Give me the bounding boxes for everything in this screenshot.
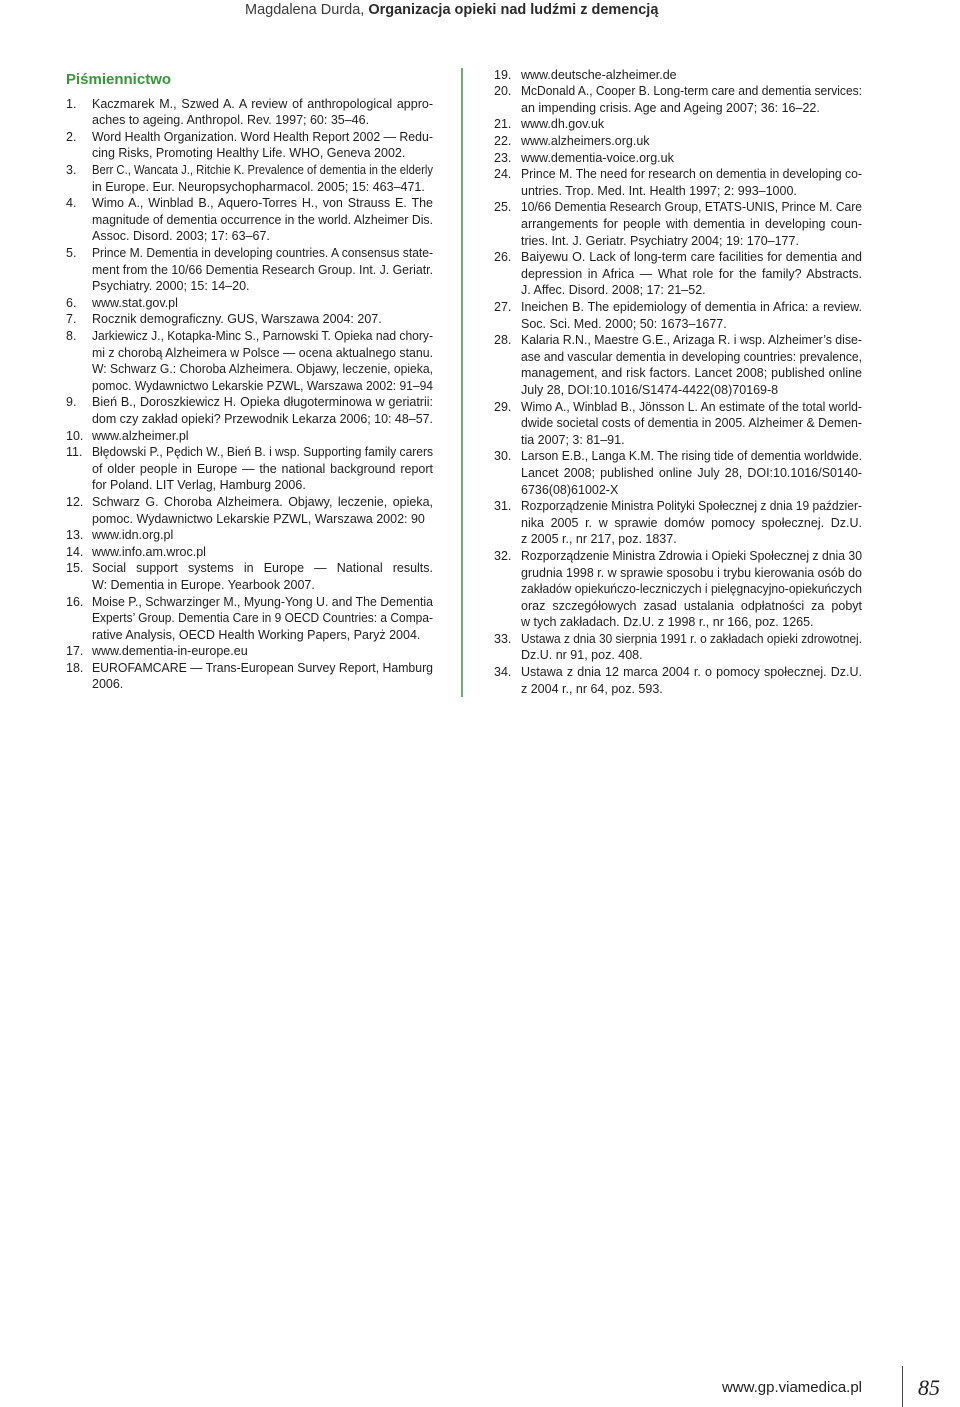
reference-line-text: J. Affec. Disord. 2008; 17: 21–52. [521, 283, 706, 298]
reference-line [92, 428, 433, 445]
reference-line [521, 183, 862, 200]
references-left-column [66, 96, 433, 693]
reference-line-text: Rocznik demograficzny. GUS, Warszawa 2004: 207. [92, 312, 382, 327]
reference-number: 14. [66, 544, 84, 559]
reference-line-text: Kalaria R.N., Maestre G.E., Arizaga R. i wsp. Alzheimer’s dise- [521, 333, 862, 348]
reference-line [92, 411, 433, 428]
reference-text [92, 394, 433, 427]
reference-item [494, 67, 862, 84]
reference-line [92, 328, 433, 345]
reference-line-text: z 2004 r., nr 64, poz. 593. [521, 681, 663, 696]
reference-number: 19. [494, 67, 512, 82]
reference-number: 29. [494, 399, 512, 414]
reference-text [92, 660, 433, 693]
reference-number: 26. [494, 250, 512, 265]
reference-line-text: an impending crisis. Age and Ageing 2007; 36: 16–22. [521, 100, 820, 115]
reference-number: 24. [494, 167, 512, 182]
reference-number: 21. [494, 117, 512, 132]
reference-line [92, 494, 433, 511]
reference-line [92, 527, 433, 544]
reference-line [92, 245, 433, 262]
reference-line-text: mi z chorobą Alzheimera w Polsce — ocena aktualnego stanu. [92, 345, 433, 360]
reference-line-text: grudnia 1998 r. w sprawie sposobu i trybu kierowania osób do [521, 565, 862, 580]
reference-number: 4. [66, 196, 77, 211]
reference-line [92, 212, 433, 229]
reference-text [92, 444, 433, 494]
reference-line [521, 249, 862, 266]
reference-line-text: Jarkiewicz J., Kotapka-Minc S., Parnowski T. Opieka nad chory- [92, 329, 433, 343]
reference-line [92, 145, 433, 162]
reference-line [92, 378, 433, 395]
reference-line-text: pomoc. Wydawnictwo Lekarskie PZWL, Warszawa 2002: 90 [92, 511, 425, 526]
reference-text [92, 295, 433, 312]
reference-line [521, 83, 862, 100]
reference-item [66, 295, 433, 312]
reference-text [92, 162, 433, 195]
reference-line [92, 627, 433, 644]
reference-line-text: Social support systems in Europe — National results. [92, 561, 433, 576]
reference-text [92, 494, 433, 527]
reference-line [521, 349, 862, 366]
reference-line [521, 216, 862, 233]
reference-number: 18. [66, 660, 84, 675]
reference-item [66, 494, 433, 527]
reference-number: 15. [66, 561, 84, 576]
reference-item [494, 199, 862, 249]
reference-line [521, 681, 862, 698]
reference-line-text: Larson E.B., Langa K.M. The rising tide of dementia worldwide. [521, 449, 862, 464]
reference-line-text: Kaczmarek M., Szwed A. A review of anthropological appro- [92, 96, 433, 111]
reference-number: 1. [66, 96, 77, 111]
reference-text [521, 67, 862, 84]
reference-line [521, 581, 862, 598]
reference-text [521, 548, 862, 631]
reference-line [521, 67, 862, 84]
reference-line [521, 282, 862, 299]
reference-line-text: www.dementia-voice.org.uk [521, 150, 674, 165]
reference-line-text: tries. Int. J. Geriatr. Psychiatry 2004; 19: 170–177. [521, 233, 799, 248]
reference-line-text: 2006. [92, 677, 124, 692]
reference-line [521, 199, 862, 216]
reference-line [92, 610, 433, 627]
reference-item [494, 448, 862, 498]
reference-text [521, 332, 862, 398]
reference-line-text: Dz.U. nr 91, poz. 408. [521, 648, 643, 663]
reference-line-text: Schwarz G. Choroba Alzheimera. Objawy, leczenie, opieka, [92, 494, 433, 509]
reference-item [66, 660, 433, 693]
reference-item [66, 444, 433, 494]
reference-number: 2. [66, 129, 77, 144]
reference-line-text: zakładów opiekuńczo-leczniczych i pielęgnacyjno-opiekuńczych [521, 582, 862, 597]
reference-number: 34. [494, 665, 512, 680]
reference-number: 8. [66, 329, 77, 343]
section-heading: Piśmiennictwo [66, 71, 172, 88]
reference-number: 20. [494, 84, 512, 99]
reference-number: 25. [494, 200, 512, 215]
reference-number: 9. [66, 395, 77, 410]
reference-line [521, 531, 862, 548]
reference-text [521, 664, 862, 697]
reference-line-text: 6736(08)61002-X [521, 482, 619, 497]
reference-line [521, 299, 862, 316]
reference-line-text: cing Risks, Promoting Healthy Life. WHO, Geneva 2002. [92, 146, 406, 161]
reference-line-text: for Poland. LIT Verlag, Hamburg 2006. [92, 478, 306, 493]
reference-line [92, 660, 433, 677]
reference-line-text: www.info.am.wroc.pl [92, 544, 206, 559]
reference-text [521, 133, 862, 150]
reference-line-text: www.dh.gov.uk [521, 117, 605, 132]
reference-line [521, 664, 862, 681]
reference-text [92, 594, 433, 644]
reference-number: 10. [66, 428, 84, 443]
reference-number: 28. [494, 333, 512, 348]
reference-line [92, 129, 433, 146]
footer-website: www.gp.viamedica.pl [721, 1379, 862, 1396]
reference-line-text: depression in Africa — What role for the family? Abstracts. [521, 266, 862, 281]
reference-line [521, 316, 862, 333]
reference-text [92, 544, 433, 561]
reference-line [92, 577, 433, 594]
reference-text [92, 527, 433, 544]
reference-item [494, 166, 862, 199]
reference-line [92, 195, 433, 212]
reference-item [494, 332, 862, 398]
reference-line-text: www.alzheimers.org.uk [521, 134, 650, 149]
references-right-column [494, 67, 862, 698]
reference-number: 11. [66, 445, 83, 460]
reference-line-text: arrangements for people with dementia in developing coun- [521, 217, 862, 232]
reference-item [494, 299, 862, 332]
reference-item [66, 129, 433, 162]
reference-line-text: Prince M. Dementia in developing countries. A consensus state- [92, 246, 433, 261]
reference-number: 3. [66, 163, 77, 178]
reference-line-text: Lancet 2008; published online July 28, DOI:10.1016/S0140- [521, 465, 862, 480]
reference-line [521, 332, 862, 349]
reference-line [521, 631, 862, 648]
reference-line [92, 511, 433, 528]
reference-text [521, 83, 862, 116]
reference-item [494, 116, 862, 133]
reference-item [494, 498, 862, 548]
reference-number: 7. [66, 312, 77, 327]
reference-line [92, 594, 433, 611]
reference-line-text: dwide societal costs of dementia in 2005. Alzheimer & Demen- [521, 416, 862, 431]
reference-line-text: magnitude of dementia occurrence in the world. Alzheimer Dis. [92, 212, 433, 227]
reference-line-text: Bień B., Doroszkiewicz H. Opieka długoterminowa w geriatrii: [92, 395, 433, 410]
footer-separator [902, 1366, 903, 1407]
reference-line [521, 498, 862, 515]
reference-line [92, 394, 433, 411]
reference-line [92, 295, 433, 312]
header-article-title: Organizacja opieki nad ludźmi z demencją [368, 2, 659, 18]
reference-line-text: Psychiatry. 2000; 15: 14–20. [92, 279, 250, 294]
reference-line-text: rative Analysis, OECD Health Working Papers, Paryż 2004. [92, 627, 421, 642]
reference-line-text: aches to ageing. Anthropol. Rev. 1997; 60: 35–46. [92, 113, 370, 128]
reference-line-text: July 28, DOI:10.1016/S1474-4422(08)70169-8 [521, 382, 779, 397]
reference-line [92, 96, 433, 113]
reference-text [92, 245, 433, 295]
reference-item [494, 548, 862, 631]
reference-line [521, 166, 862, 183]
reference-text [521, 299, 862, 332]
reference-line [521, 150, 862, 167]
reference-text [92, 129, 433, 162]
reference-line [521, 598, 862, 615]
reference-line [92, 477, 433, 494]
reference-item [494, 631, 862, 664]
reference-item [494, 399, 862, 449]
reference-line-text: Wimo A., Winblad B., Aquero-Torres H., von Strauss E. The [92, 196, 433, 211]
reference-line [521, 565, 862, 582]
reference-line-text: ment from the 10/66 Dementia Research Group. Int. J. Geriatr. [92, 262, 433, 277]
reference-line [521, 100, 862, 117]
reference-text [92, 428, 433, 445]
reference-line [92, 179, 433, 196]
reference-number: 17. [66, 644, 84, 659]
reference-item [494, 150, 862, 167]
reference-line [521, 415, 862, 432]
reference-item [66, 394, 433, 427]
reference-line-text: oraz szczegółowych zasad ustalania odpłatności za pobyt [521, 598, 862, 613]
reference-item [66, 162, 433, 195]
reference-line-text: Wimo A., Winblad B., Jönsson L. An estimate of the total world- [521, 399, 862, 414]
reference-number: 33. [494, 631, 512, 646]
reference-number: 12. [66, 494, 84, 509]
reference-line-text: nika 2005 r. w sprawie domów pomocy społecznej. Dz.U. [521, 515, 862, 530]
reference-line-text: Ustawa z dnia 30 sierpnia 1991 r. o zakładach opieki zdrowotnej. [521, 631, 862, 646]
reference-line [521, 116, 862, 133]
reference-line-text: z 2005 r., nr 217, poz. 1837. [521, 532, 677, 547]
reference-line-text: Assoc. Disord. 2003; 17: 63–67. [92, 229, 270, 244]
reference-line-text: Rozporządzenie Ministra Polityki Społecznej z dnia 19 paździer- [521, 499, 862, 514]
reference-line-text: www.stat.gov.pl [92, 295, 178, 310]
reference-line [92, 278, 433, 295]
reference-line-text: W: Dementia in Europe. Yearbook 2007. [92, 577, 315, 592]
reference-item [66, 544, 433, 561]
reference-line [521, 448, 862, 465]
reference-number: 30. [494, 449, 512, 464]
reference-text [521, 498, 862, 548]
reference-line-text: EUROFAMCARE — Trans-European Survey Report, Hamburg [92, 660, 433, 675]
running-header [245, 1, 658, 19]
reference-line-text: Baiyewu O. Lack of long-term care facilities for dementia and [521, 250, 862, 265]
reference-text [521, 150, 862, 167]
reference-line [521, 399, 862, 416]
reference-text [521, 399, 862, 449]
reference-item [66, 311, 433, 328]
reference-line [521, 465, 862, 482]
reference-item [494, 664, 862, 697]
reference-line [92, 162, 433, 179]
reference-line [92, 560, 433, 577]
reference-line-text: Błędowski P., Pędich W., Bień B. i wsp. Supporting family carers [92, 445, 433, 460]
reference-line [521, 266, 862, 283]
reference-item [66, 527, 433, 544]
reference-line [92, 361, 433, 378]
reference-line-text: Experts’ Group. Dementia Care in 9 OECD Countries: a Compa- [92, 611, 433, 626]
reference-item [66, 195, 433, 245]
reference-line [521, 614, 862, 631]
reference-number: 16. [66, 594, 84, 609]
reference-item [494, 249, 862, 299]
reference-line [92, 461, 433, 478]
reference-item [66, 328, 433, 394]
reference-text [521, 249, 862, 299]
reference-line-text: dom czy zakład opieki? Przewodnik Lekarza 2006; 10: 48–57. [92, 411, 433, 426]
reference-line-text: Rozporządzenie Ministra Zdrowia i Opieki Społecznej z dnia 30 [521, 548, 862, 563]
reference-line [521, 382, 862, 399]
reference-text [521, 448, 862, 498]
reference-item [494, 133, 862, 150]
reference-item [66, 245, 433, 295]
reference-item [66, 560, 433, 593]
reference-text [521, 199, 862, 249]
reference-line [521, 647, 862, 664]
reference-line-text: McDonald A., Cooper B. Long-term care and dementia services: [521, 84, 862, 99]
reference-line [92, 676, 433, 693]
reference-text [92, 96, 433, 129]
reference-text [92, 328, 433, 394]
reference-text [92, 560, 433, 593]
reference-item [66, 643, 433, 660]
reference-line [92, 345, 433, 362]
reference-line [92, 643, 433, 660]
reference-line-text: www.alzheimer.pl [92, 428, 189, 443]
reference-line [521, 548, 862, 565]
reference-line-text: Soc. Sci. Med. 2000; 50: 1673–1677. [521, 316, 727, 331]
reference-line-text: pomoc. Wydawnictwo Lekarskie PZWL, Warszawa 2002: 91–94 [92, 378, 433, 393]
reference-line-text: of older people in Europe — the national background report [92, 461, 433, 476]
reference-line-text: Berr C., Wancata J., Ritchie K. Prevalence of dementia in the elderly [92, 163, 433, 178]
reference-line-text: 10/66 Dementia Research Group, ETATS-UNIS, Prince M. Care [521, 200, 862, 215]
reference-line [92, 311, 433, 328]
reference-text [521, 166, 862, 199]
reference-number: 23. [494, 150, 512, 165]
reference-line [92, 228, 433, 245]
reference-line [92, 544, 433, 561]
reference-line-text: ase and vascular dementia in developing countries: prevalence, [521, 349, 862, 364]
reference-line-text: Ineichen B. The epidemiology of dementia in Africa: a review. [521, 300, 862, 314]
reference-number: 32. [494, 548, 512, 563]
reference-line [521, 482, 862, 499]
reference-line [92, 262, 433, 279]
reference-line-text: w tych zakładach. Dz.U. z 1998 r., nr 166, poz. 1265. [521, 615, 814, 630]
reference-number: 5. [66, 246, 77, 261]
reference-line [521, 515, 862, 532]
reference-text [92, 195, 433, 245]
reference-number: 31. [494, 499, 512, 514]
reference-text [521, 116, 862, 133]
reference-item [494, 83, 862, 116]
reference-line [92, 112, 433, 129]
reference-number: 13. [66, 528, 84, 543]
reference-line-text: W: Schwarz G.: Choroba Alzheimera. Objawy, leczenie, opieka, [92, 362, 433, 377]
reference-line-text: Word Health Organization. Word Health Report 2002 — Redu- [92, 129, 433, 144]
reference-item [66, 594, 433, 644]
reference-line-text: tia 2007; 3: 81–91. [521, 432, 625, 447]
reference-text [92, 643, 433, 660]
header-author: Magdalena Durda, [245, 2, 365, 18]
reference-line-text: www.deutsche-alzheimer.de [521, 67, 677, 82]
reference-line-text: untries. Trop. Med. Int. Health 1997; 2: 993–1000. [521, 183, 797, 198]
reference-line-text: www.dementia-in-europe.eu [92, 644, 248, 659]
reference-text [521, 631, 862, 664]
reference-number: 6. [66, 295, 77, 310]
reference-line-text: www.idn.org.pl [92, 528, 174, 543]
reference-line [521, 365, 862, 382]
reference-line [92, 444, 433, 461]
page-number: 85 [918, 1375, 940, 1400]
reference-line [521, 432, 862, 449]
reference-line-text: management, and risk factors. Lancet 2008; published online [521, 366, 862, 381]
reference-line-text: Ustawa z dnia 12 marca 2004 r. o pomocy społecznej. Dz.U. [521, 665, 862, 680]
reference-number: 22. [494, 134, 512, 149]
reference-item [66, 96, 433, 129]
reference-item [66, 428, 433, 445]
reference-line-text: Prince M. The need for research on dementia in developing co- [521, 167, 862, 182]
reference-line [521, 133, 862, 150]
reference-line-text: in Europe. Eur. Neuropsychopharmacol. 2005; 15: 463–471. [92, 179, 425, 194]
column-divider [461, 68, 463, 697]
reference-line [521, 233, 862, 250]
reference-line-text: Moise P., Schwarzinger M., Myung-Yong U. and The Dementia [92, 594, 433, 609]
reference-text [92, 311, 433, 328]
reference-number: 27. [494, 300, 512, 314]
